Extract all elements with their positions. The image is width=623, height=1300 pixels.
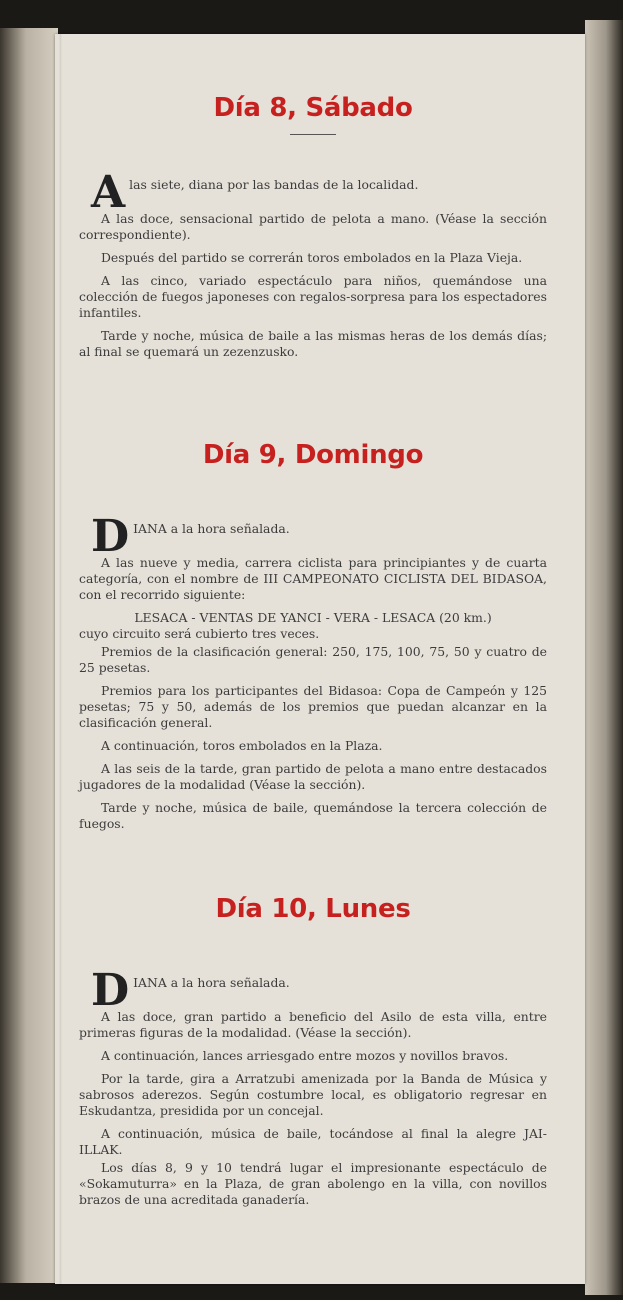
day8-heading: Día 8, Sábado [213, 93, 413, 123]
day10-paragraph: A continuación, música de baile, tocándose al final la alegre JAI-ILLAK. [79, 1126, 547, 1157]
program-page [55, 34, 585, 1284]
day8-paragraph: A las doce, sensacional partido de pelota a mano. (Véase la sección correspondiente). [79, 211, 547, 242]
page-content [79, 92, 547, 1215]
drop-cap-a: A [91, 167, 126, 218]
page-fold-shadow [59, 34, 62, 1284]
day9-paragraph: Premios para los participantes del Bidasoa: Copa de Campeón y 125 pesetas; 75 y 50, además de los premios que puedan alcanzar en la clasificación general. [79, 683, 547, 730]
day10-paragraph: A las doce, gran partido a beneficio del Asilo de esta villa, entre primeras figuras de la modalidad. (Véase la sección). [79, 1009, 547, 1040]
day10-lead-text: IANA a la hora señalada. [133, 975, 290, 990]
day10-paragraph: A continuación, lances arriesgado entre mozos y novillos bravos. [101, 1048, 509, 1063]
day9-route: LESACA - VENTAS DE YANCI - VERA - LESACA (20 km.) [134, 610, 492, 625]
day9-paragraph: A las nueve y media, carrera ciclista para principiantes y de cuarta categoría, con el nombre de III CAMPEONATO CICLISTA DEL BIDASOA, con el recorrido siguiente: [79, 555, 547, 602]
day9-lead-text: IANA a la hora señalada. [133, 521, 290, 536]
drop-cap-d: D [91, 511, 130, 562]
day10-lead-paragraph [79, 961, 547, 1016]
day8-lead-paragraph [79, 163, 547, 218]
day9-lead-paragraph [79, 507, 547, 562]
day8-paragraph: A las cinco, variado espectáculo para niños, quemándose una colección de fuegos japoneses con regalos-sorpresa para los espectadores infantiles. [79, 273, 547, 320]
day9-paragraph: A las seis de la tarde, gran partido de pelota a mano entre destacados jugadores de la modalidad (Véase la sección). [79, 761, 547, 792]
day10-closing: Los días 8, 9 y 10 tendrá lugar el impresionante espectáculo de «Sokamuturra» en la Plaza, de gran abolengo en la villa, con novillos brazos de una acreditada ganadería. [79, 1160, 547, 1207]
day8-paragraph: Después del partido se correrán toros embolados en la Plaza Vieja. [101, 250, 523, 265]
day9-paragraph: Tarde y noche, música de baile, quemándose la tercera colección de fuegos. [79, 800, 547, 831]
left-page-edge [0, 28, 58, 1283]
day8-section [79, 92, 547, 360]
day8-lead-text: las siete, diana por las bandas de la localidad. [129, 177, 419, 192]
day10-section [79, 893, 547, 1208]
day9-heading: Día 9, Domingo [202, 440, 424, 470]
day10-heading: Día 10, Lunes [215, 894, 411, 924]
day10-paragraph: Por la tarde, gira a Arratzubi amenizada por la Banda de Música y sabrosos aderezos. Según costumbre local, es obligatorio regresar en Eskudantza, presidida por un concejal. [79, 1071, 547, 1118]
day9-paragraph: Premios de la clasificación general: 250, 175, 100, 75, 50 y cuatro de 25 pesetas. [79, 644, 547, 675]
day9-route-note: cuyo circuito será cubierto tres veces. [79, 626, 320, 641]
day8-paragraph: Tarde y noche, música de baile a las mismas heras de los demás días; al final se quemará un zezenzusko. [79, 328, 547, 359]
day9-paragraph: A continuación, toros embolados en la Plaza. [101, 738, 383, 753]
drop-cap-d: D [91, 965, 130, 1016]
right-page-edge [585, 20, 623, 1295]
day9-section [79, 439, 547, 832]
